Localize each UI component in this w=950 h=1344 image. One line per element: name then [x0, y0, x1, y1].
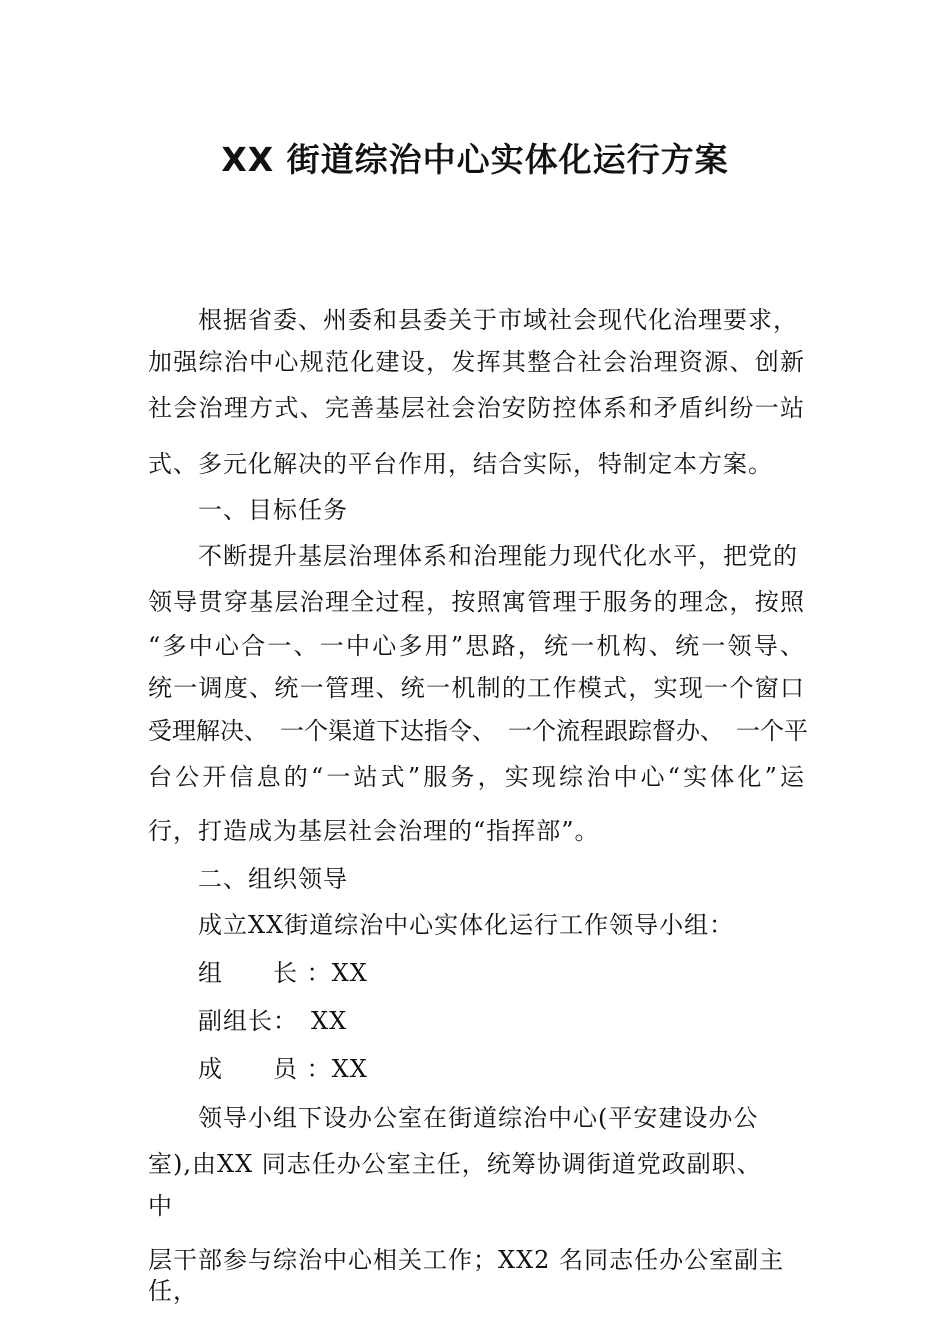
- deputy-leader-line: 副组长： XX: [198, 1007, 348, 1035]
- paragraph-line: 中: [148, 1192, 173, 1220]
- paragraph-line: 统一调度、统一管理、统一机制的工作模式，实现一个窗口: [148, 674, 804, 702]
- paragraph-line: “多中心合一、一中心多用”思路，统一机构、统一领导、: [148, 632, 804, 660]
- paragraph-line: 不断提升基层治理体系和治理能力现代化水平，把党的: [198, 542, 798, 570]
- paragraph-line: 领导贯穿基层治理全过程，按照寓管理于服务的理念，按照: [148, 588, 804, 616]
- paragraph-line: 领导小组下设办公室在街道综治中心(平安建设办公: [198, 1104, 759, 1132]
- paragraph-line: 任，: [148, 1277, 198, 1305]
- section-heading: 二、组织领导: [198, 865, 348, 893]
- paragraph-line: 室),由XX 同志任办公室主任，统筹协调街道党政副职、: [148, 1150, 762, 1178]
- paragraph-line: 式、多元化解决的平台作用，结合实际，特制定本方案。: [148, 450, 773, 478]
- paragraph-line: 社会治理方式、完善基层社会治安防控体系和矛盾纠纷一站: [148, 394, 804, 422]
- document-title: XX 街道综治中心实体化运行方案: [221, 140, 729, 179]
- paragraph-line: 受理解决、 一个渠道下达指令、 一个流程跟踪督办、 一个平: [148, 717, 808, 745]
- members-line: 成 员 ：XX: [198, 1055, 368, 1083]
- paragraph-line: 行，打造成为基层社会治理的“指挥部”。: [148, 817, 600, 845]
- paragraph-line: 成立XX街道综治中心实体化运行工作领导小组：: [198, 911, 735, 939]
- leader-line: 组 长 ：XX: [198, 959, 368, 987]
- paragraph-line: 层干部参与综治中心相关工作；XX2 名同志任办公室副主: [148, 1246, 785, 1274]
- section-heading: 一、目标任务: [198, 496, 348, 524]
- paragraph-line: 加强综治中心规范化建设，发挥其整合社会治理资源、创新: [148, 348, 804, 376]
- paragraph-line: 根据省委、州委和县委关于市域社会现代化治理要求，: [198, 306, 798, 334]
- paragraph-line: 台公开信息的“一站式”服务，实现综治中心“实体化”运: [148, 763, 804, 791]
